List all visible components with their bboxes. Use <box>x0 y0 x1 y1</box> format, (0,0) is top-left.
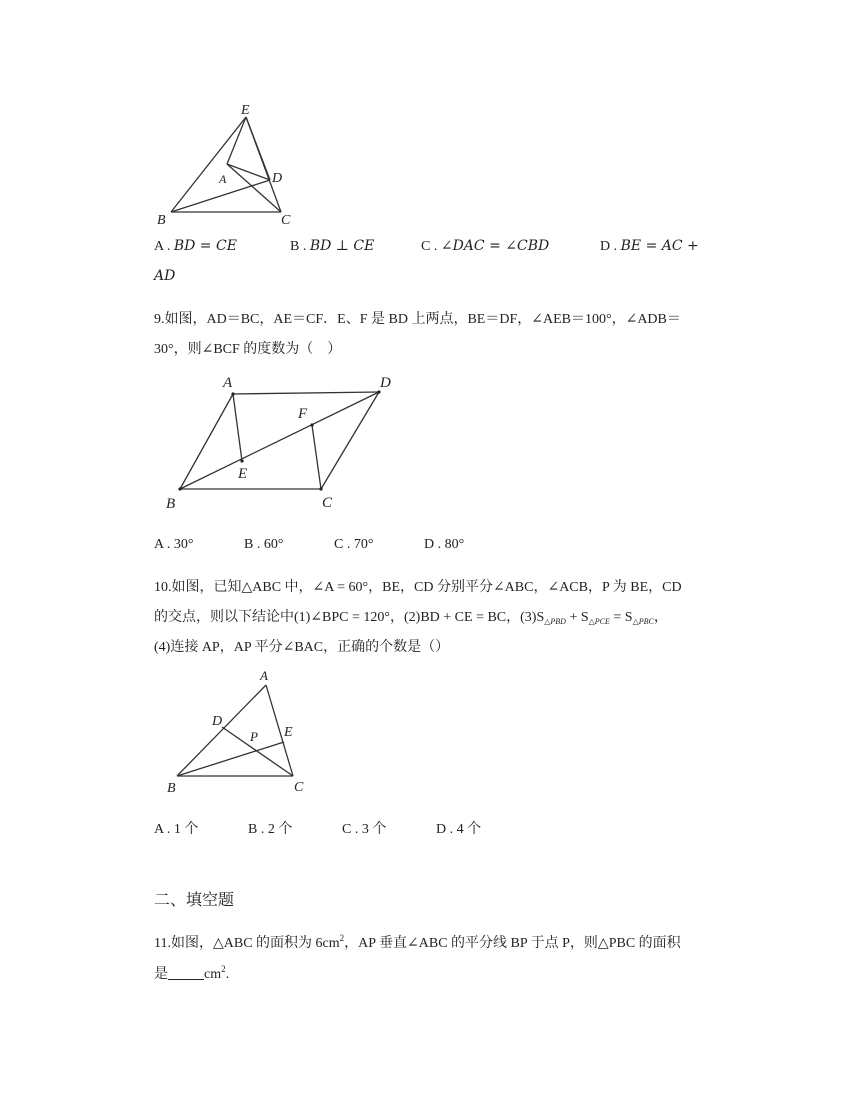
q10-option-d[interactable] <box>436 818 481 838</box>
q10-line2-part-c: = S <box>609 610 633 625</box>
q9-label-B: B <box>166 496 176 512</box>
q11-answer-blank[interactable] <box>168 965 204 980</box>
q9-label-A: A <box>223 375 233 391</box>
q9-stem-line2: 30°，则∠BCF 的度数为（ ） <box>154 342 342 357</box>
q10-line2-sub3: △PBC <box>632 617 654 626</box>
q8-label-E: E <box>241 103 250 118</box>
q8-option-a-text: BD = CE <box>173 238 237 254</box>
q10-option-c-text: 3 个 <box>361 822 387 837</box>
q8-option-a[interactable] <box>154 238 237 255</box>
q8-label-C: C <box>281 213 291 228</box>
q8-option-d-letter: D . <box>600 239 618 254</box>
q10-option-a[interactable] <box>154 818 198 838</box>
q8-figure <box>150 100 300 230</box>
q8-label-A: A <box>219 172 227 186</box>
q10-label-D: D <box>212 714 223 729</box>
q10-label-C: C <box>294 780 304 795</box>
q11-sup2: 2 <box>221 964 226 974</box>
q10-figure <box>160 666 320 800</box>
section-title: 二、填空题 <box>154 890 235 909</box>
q9-figure <box>155 368 405 518</box>
q10-line2-part-a: 的交点，则以下结论中(1)∠BPC = 120°，(2)BD + CE = BC，(3)S <box>154 610 545 625</box>
q10-label-B: B <box>167 781 176 796</box>
q8-option-c-letter: C . <box>421 239 438 254</box>
q10-stem-line3: (4)连接 AP，AP 平分∠BAC，正确的个数是（） <box>154 640 450 655</box>
q8-option-c[interactable] <box>421 238 549 255</box>
q8-option-d[interactable] <box>600 238 699 255</box>
q11-line2-part-a: 是 <box>154 967 168 982</box>
q10-line2-sub2: △PCE <box>588 617 610 626</box>
q11-stem-line2 <box>154 965 229 985</box>
q11-line1-part-a: 11.如图，△ABC 的面积为 6cm <box>154 936 340 951</box>
q10-label-A: A <box>260 668 268 683</box>
q10-line2-part-b: + S <box>565 610 589 625</box>
q10-line2-sub1: △PBD <box>544 617 566 626</box>
q9-label-E: E <box>238 466 248 482</box>
q9-option-d-text: 80° <box>444 537 465 552</box>
q9-option-d[interactable] <box>424 537 464 553</box>
q8-label-B: B <box>157 213 166 228</box>
q10-option-c[interactable] <box>342 818 386 838</box>
q8-option-b[interactable] <box>290 238 374 255</box>
q8-option-b-text: BD ⊥ CE <box>309 238 375 254</box>
q9-option-d-letter: D . <box>424 537 442 552</box>
q9-option-b-letter: B . <box>244 537 261 552</box>
q8-option-c-text: ∠DAC = ∠CBD <box>440 238 550 254</box>
q10-option-a-letter: A . <box>154 822 171 837</box>
q10-option-b-text: 2 个 <box>267 822 293 837</box>
q10-label-E: E <box>284 725 293 740</box>
q11-line2-part-c: . <box>225 967 230 982</box>
q9-label-C: C <box>322 495 333 511</box>
q10-option-a-text: 1 个 <box>173 822 199 837</box>
q11-stem-line1 <box>154 934 681 954</box>
q9-option-b-text: 60° <box>263 537 284 552</box>
q10-line2-part-d: ， <box>653 610 668 625</box>
q11-line2-part-b: cm <box>204 967 222 982</box>
q8-option-a-letter: A . <box>154 239 171 254</box>
q10-option-b[interactable] <box>248 818 292 838</box>
q9-label-D: D <box>380 375 391 391</box>
q8-option-d-continued: AD <box>154 268 176 284</box>
q11-line1-part-b: ，AP 垂直∠ABC 的平分线 BP 于点 P，则△PBC 的面积 <box>344 936 681 951</box>
q10-option-d-text: 4 个 <box>456 822 482 837</box>
q9-option-c-letter: C . <box>334 537 351 552</box>
q8-option-b-letter: B . <box>290 239 307 254</box>
q10-stem-line1: 10.如图，已知△ABC 中，∠A = 60°，BE，CD 分别平分∠ABC，∠ACB，P 为 BE，CD <box>154 580 682 595</box>
q9-option-c-text: 70° <box>353 537 374 552</box>
q9-label-F: F <box>298 406 308 422</box>
q10-label-P: P <box>250 729 258 744</box>
q8-option-d-text: BE = AC + <box>620 238 699 254</box>
q9-option-b[interactable] <box>244 537 283 553</box>
q9-option-a-text: 30° <box>173 537 194 552</box>
q9-option-a-letter: A . <box>154 537 171 552</box>
q11-sup1: 2 <box>339 933 345 943</box>
q8-label-D: D <box>272 171 283 186</box>
q9-option-c[interactable] <box>334 537 373 553</box>
q10-option-b-letter: B . <box>248 822 265 837</box>
q10-option-c-letter: C . <box>342 822 359 837</box>
q9-option-a[interactable] <box>154 537 193 553</box>
q9-stem-line1: 9.如图，AD＝BC，AE＝CF．E、F 是 BD 上两点，BE＝DF，∠AEB＝100°，∠ADB＝ <box>154 312 681 327</box>
q10-option-d-letter: D . <box>436 822 454 837</box>
q10-stem-line2 <box>154 608 668 628</box>
